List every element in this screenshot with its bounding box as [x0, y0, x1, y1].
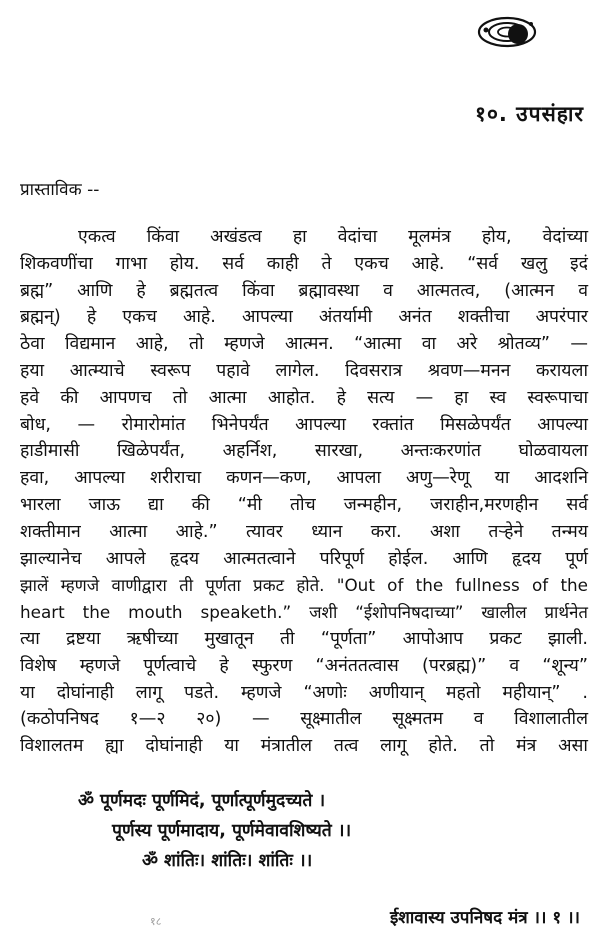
section-heading: प्रास्ताविक --: [20, 180, 100, 200]
body-paragraph: [20, 224, 588, 760]
paragraph-line: हाडीमासी खिळेपर्यंत, अहर्निश, सारखा, अन्तःकरणांत घोळवायला: [20, 441, 588, 462]
paragraph-line: बोध, — रोमारोमांत भिनेपर्यंत आपल्या रक्तांत मिसळेपर्यंत आपल्या: [20, 414, 588, 435]
paragraph-line: (कठोपनिषद १—२ २०) — सूक्ष्मातील सूक्ष्मतम व विशालातील: [20, 709, 588, 730]
paragraph-line: झाल्यानेच आपले हृदय आत्मतत्वाने परिपूर्ण होईल. आणि हृदय पूर्ण: [20, 548, 588, 569]
paragraph-line: ब्रह्म” आणि हे ब्रह्मतत्व किंवा ब्रह्मावस्था व आत्मतत्व, (आत्मन व: [20, 280, 588, 301]
paragraph-line: शक्तीमान आत्मा आहे.” त्यावर ध्यान करा. अशा तऱ्हेने तन्मय: [20, 521, 588, 542]
footer-smudge: १८: [150, 915, 162, 928]
paragraph-line: शिकवणींचा गाभा होय. सर्व काही ते एकच आहे. “सर्व खलु इदं: [20, 253, 588, 274]
paragraph-line: हवे की आपणच तो आत्मा आहोत. हे सत्य — हा स्व स्वरूपाचा: [20, 387, 588, 408]
chapter-title: १०. उपसंहार: [475, 102, 584, 126]
mantra-verse: [72, 786, 572, 876]
paragraph-line: ब्रह्मन्) हे एकच आहे. आपल्या अंतर्यामी अनंत शक्तीचा अपरंपार: [20, 307, 588, 328]
mantra-line-1: ॐ पूर्णमदः पूर्णमिदं, पूर्णात्पूर्णमुदच्यते ।: [78, 791, 326, 811]
mantra-line-3: ॐ शांतिः। शांतिः। शांतिः ।।: [142, 851, 313, 871]
paragraph-line: झालें म्हणजे वाणीद्वारा ती पूर्णता प्रकट होते. "Out of the fullness of the: [20, 575, 588, 596]
orbit-logo-icon: [474, 4, 540, 56]
paragraph-line: भारला जाऊ द्या की “मी तोच जन्महीन, जराहीन,मरणहीन सर्व: [20, 494, 588, 515]
paragraph-line: ठेवा विद्यमान आहे, तो म्हणजे आत्मन. “आत्मा वा अरे श्रोतव्य” —: [20, 334, 588, 355]
paragraph-line: विशेष म्हणजे पूर्णत्वाचे हे स्फुरण “अनंततत्वास (परब्रह्म)” व “शून्य”: [20, 655, 588, 676]
paragraph-line: या दोघांनाही लागू पडते. म्हणजे “अणोः अणीयान् महतो महीयान्” .: [20, 682, 588, 703]
paragraph-line: हया आत्म्याचे स्वरूप पहावे लागेल. दिवसरात्र श्रवण—मनन करायला: [20, 360, 588, 381]
mantra-line-2: पूर्णस्य पूर्णमादाय, पूर्णमेवावशिष्यते ।।: [112, 821, 352, 841]
paragraph-line: एकत्व किंवा अखंडत्व हा वेदांचा मूलमंत्र होय, वेदांच्या: [78, 227, 588, 247]
paragraph-line: heart the mouth speaketh.” जशी “ईशोपनिषदाच्या” खालील प्रार्थनेत: [20, 602, 588, 623]
paragraph-line: हवा, आपल्या शरीराचा कणन—कण, आपला अणु—रेणू या आदशनि: [20, 468, 588, 489]
mantra-source: ईशावास्य उपनिषद मंत्र ।। १ ।।: [389, 908, 580, 928]
paragraph-line: विशालतम ह्या दोघांनाही या मंत्रातील तत्व लागू होते. तो मंत्र असा: [20, 736, 588, 757]
paragraph-line: त्या द्रष्टया ऋषीच्या मुखातून ती “पूर्णता” आपोआप प्रकट झाली.: [20, 628, 588, 649]
